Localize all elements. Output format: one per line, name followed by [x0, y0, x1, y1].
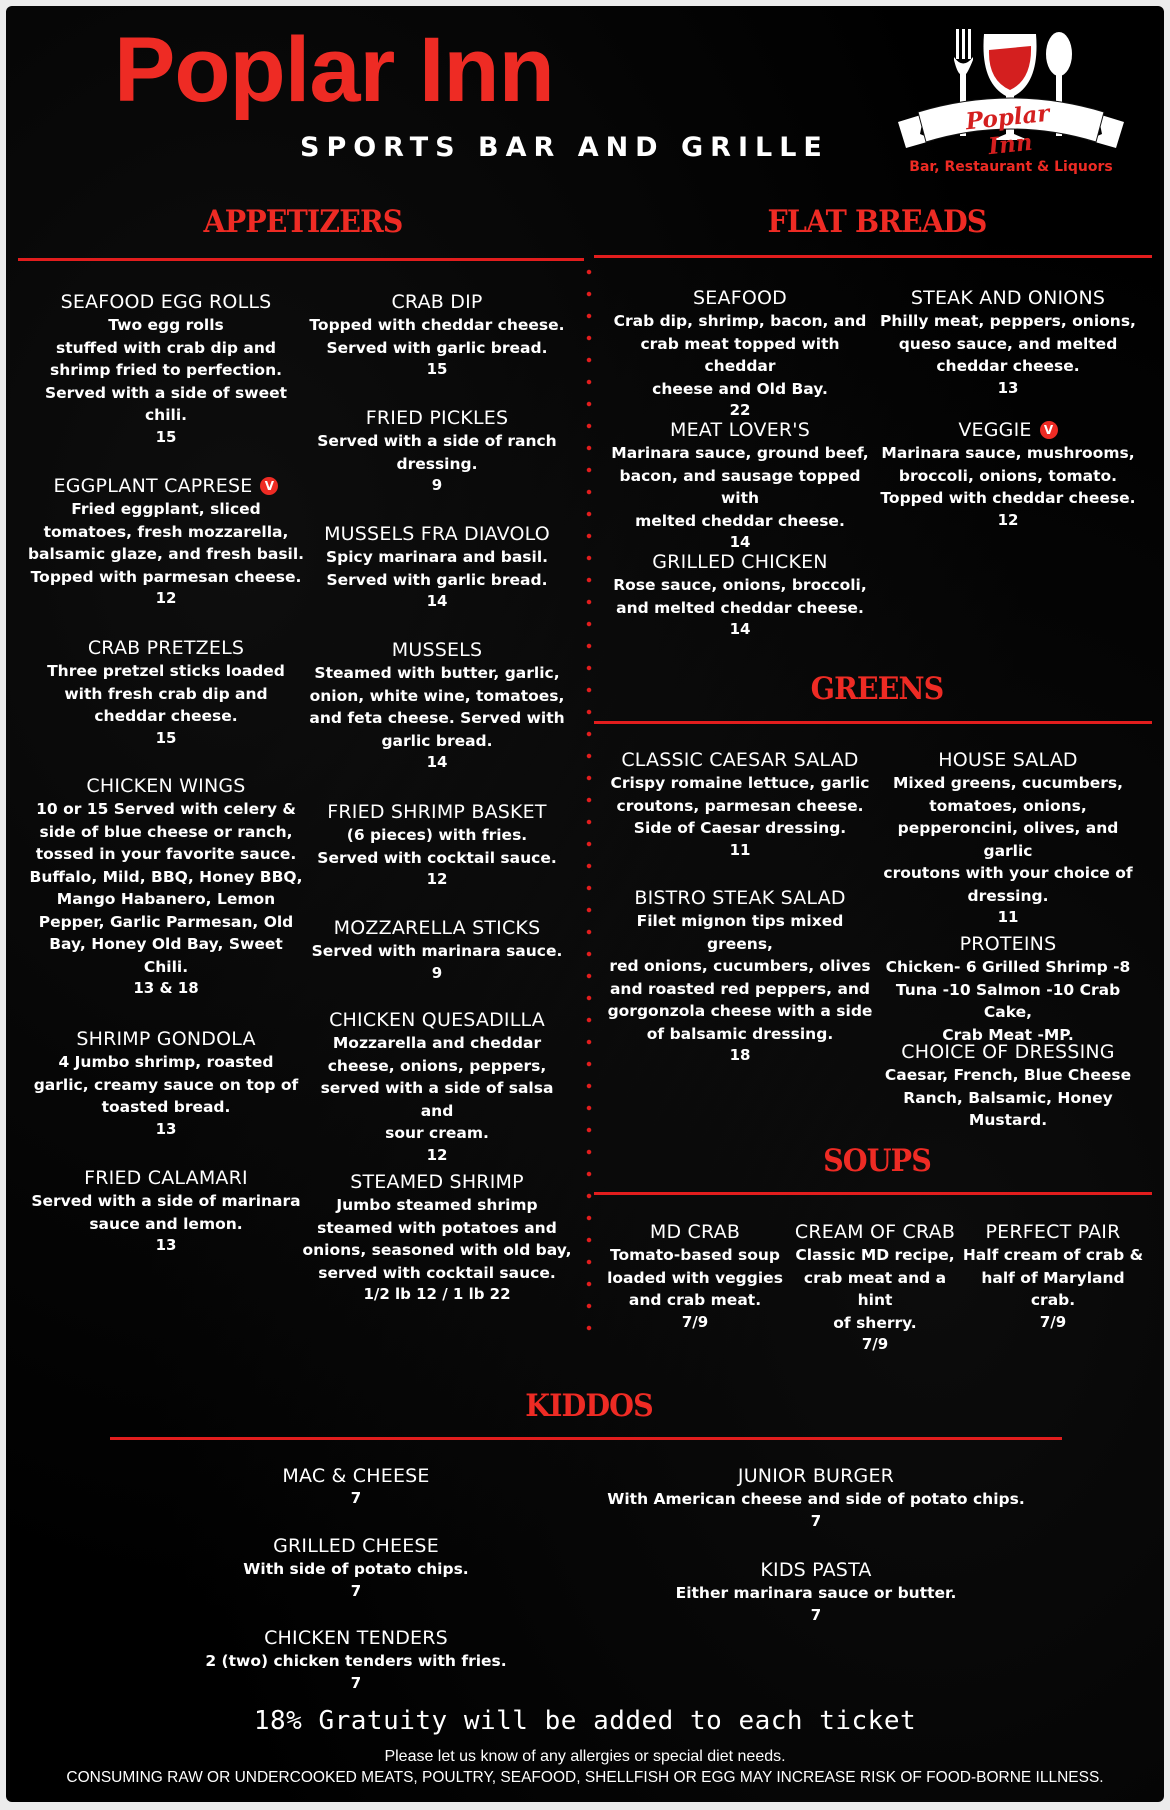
item-description-line: Caesar, French, Blue Cheese — [884, 1066, 1132, 1084]
item-price: 7/9 — [1039, 1312, 1067, 1331]
item-name-text: STEAK AND ONIONS — [910, 287, 1106, 309]
section-title-greens: GREENS — [810, 671, 944, 707]
menu-item-mussels-fra-diavolo — [302, 522, 572, 611]
soup-md-crab — [604, 1220, 786, 1332]
item-description-line: of balsamic dressing. — [646, 1024, 834, 1043]
item-description-line: Bay, Honey Old Bay, Sweet — [49, 935, 283, 953]
item-name-text: MD CRAB — [649, 1221, 741, 1243]
section-rule-flatbreads — [594, 255, 1152, 258]
item-description-line: cheddar cheese. — [94, 707, 238, 725]
item-description-line: sauce and lemon. — [89, 1214, 243, 1233]
menu-item-fried-pickles — [302, 406, 572, 495]
item-name — [606, 418, 874, 442]
item-description-line: 10 or 15 Served with celery & — [36, 800, 296, 818]
section-title-kiddos: KIDDOS — [525, 1388, 653, 1424]
item-price: 18 — [729, 1046, 751, 1064]
item-price: 1/2 lb 12 / 1 lb 22 — [363, 1285, 511, 1303]
menu-item-steamed-shrimp — [302, 1170, 572, 1304]
item-description-line: broccoli, onions, tomato. — [898, 466, 1118, 485]
item-description-line: Either marinara sauce or butter. — [675, 1584, 957, 1602]
item-name — [784, 1220, 966, 1244]
item-price: 7/9 — [681, 1312, 709, 1331]
soup-cream-of-crab — [784, 1220, 966, 1354]
restaurant-logo — [896, 24, 1126, 184]
item-price: 11 — [729, 840, 751, 859]
item-description-line: queso sauce, and melted — [898, 334, 1118, 353]
item-description-line: loaded with veggies — [607, 1268, 783, 1287]
item-price: 11 — [997, 908, 1019, 926]
item-description-line: balsamic glaze, and fresh basil. — [27, 545, 305, 563]
item-description-line: red onions, cucumbers, olives — [609, 957, 871, 975]
item-description-line: tomatoes, fresh mozzarella, — [43, 522, 289, 541]
item-description-line: sour cream. — [385, 1124, 489, 1142]
item-name-text: CREAM OF CRAB — [794, 1221, 956, 1243]
item-name — [302, 800, 572, 824]
item-description-line: Served with garlic bread. — [326, 338, 548, 357]
item-name — [26, 474, 306, 498]
item-name — [604, 748, 876, 772]
item-name — [26, 290, 306, 314]
item-name-text: SEAFOOD — [693, 287, 787, 309]
item-description-line: garlic, creamy sauce on top of — [33, 1075, 299, 1094]
item-name-text: FRIED PICKLES — [365, 407, 509, 429]
item-price: 7/9 — [861, 1335, 889, 1353]
menu-item-crab-pretzels — [26, 636, 306, 748]
item-description-line: Two egg rolls — [108, 316, 224, 334]
item-name — [872, 932, 1144, 956]
item-description-line: Marinara sauce, ground beef, — [611, 444, 869, 462]
item-description-line: of sherry. — [833, 1313, 917, 1332]
flatbread-veggie — [874, 418, 1142, 530]
item-price: 7 — [810, 1511, 822, 1530]
item-description-line: Half cream of crab & — [962, 1246, 1144, 1264]
item-description-line: melted cheddar cheese. — [635, 511, 845, 530]
item-name-text: SHRIMP GONDOLA — [76, 1028, 256, 1050]
item-description-line: crab. — [1030, 1291, 1076, 1309]
item-description-line: tossed in your favorite sauce. — [35, 845, 297, 863]
item-name — [302, 1170, 572, 1194]
item-price: 14 — [729, 620, 751, 638]
item-name-text: GRILLED CHICKEN — [652, 551, 828, 573]
item-name-text: CHICKEN TENDERS — [264, 1627, 448, 1649]
kids-chicken-tenders — [186, 1626, 526, 1693]
item-description-line: Spicy marinara and basil. — [325, 548, 549, 566]
item-description-line: dressing. — [396, 454, 478, 473]
menu-item-fried-shrimp-basket — [302, 800, 572, 889]
salad-bistro-steak — [604, 886, 876, 1065]
item-name-text: SEAFOOD EGG ROLLS — [60, 291, 272, 313]
item-description-line: (6 pieces) with fries. — [346, 826, 528, 844]
menu-item-fried-calamari — [26, 1166, 306, 1255]
salad-house — [872, 748, 1144, 927]
item-description-line: onion, white wine, tomatoes, — [309, 686, 565, 705]
item-description-line: cheddar cheese. — [936, 357, 1080, 375]
item-price: 13 — [997, 378, 1019, 397]
item-description-line: Mustard. — [968, 1111, 1048, 1129]
flatbread-seafood — [606, 286, 874, 420]
item-description-line: Crispy romaine lettuce, garlic — [610, 774, 870, 792]
item-description-line: gorgonzola cheese with a side — [607, 1002, 873, 1020]
item-description-line: steamed with potatoes and — [317, 1218, 557, 1237]
kids-pasta — [566, 1558, 1066, 1625]
item-name — [186, 1464, 526, 1488]
item-name-text: MAC & CHEESE — [282, 1465, 430, 1487]
item-name-text: MUSSELS — [391, 639, 483, 661]
item-name-text: KIDS PASTA — [760, 1559, 872, 1581]
menu-item-chicken-wings — [26, 774, 306, 998]
item-name — [186, 1626, 526, 1650]
item-price: 12 — [155, 589, 177, 607]
item-name-text: CLASSIC CAESAR SALAD — [621, 749, 859, 771]
menu-page — [6, 6, 1164, 1802]
item-name — [874, 418, 1142, 442]
item-description-line: Side of Caesar dressing. — [633, 819, 847, 837]
item-description-line: crab meat and a hint — [803, 1268, 947, 1309]
item-price: 15 — [155, 728, 177, 747]
item-description-line: Filet mignon tips mixed greens, — [636, 912, 844, 953]
item-description-line: Served with a side of sweet — [44, 383, 288, 402]
item-description-line: garlic bread. — [381, 731, 493, 750]
item-name-text: PERFECT PAIR — [985, 1221, 1121, 1243]
item-price: 14 — [426, 592, 448, 610]
logo-caption: Bar, Restaurant & Liquors — [909, 159, 1113, 175]
allergy-notice: Please let us know of any allergies or special diet needs. — [384, 1748, 786, 1765]
item-description-line: Fried eggplant, sliced — [71, 500, 261, 518]
menu-item-shrimp-gondola — [26, 1027, 306, 1139]
item-name-text: FRIED CALAMARI — [84, 1167, 248, 1189]
item-description-line: 2 (two) chicken tenders with fries. — [205, 1652, 507, 1670]
item-description-line: Tomato-based soup — [609, 1246, 781, 1264]
item-price: 12 — [426, 1145, 448, 1164]
item-price: 7 — [350, 1673, 362, 1692]
item-description-line: Served with cocktail sauce. — [317, 848, 557, 867]
item-name — [872, 748, 1144, 772]
item-description-line: Classic MD recipe, — [795, 1246, 955, 1264]
soup-perfect-pair — [958, 1220, 1148, 1332]
menu-item-mussels — [302, 638, 572, 772]
item-description-line: Ranch, Balsamic, Honey — [903, 1088, 1113, 1107]
item-price: 7 — [810, 1605, 822, 1624]
gratuity-notice: 18% Gratuity will be added to each ticket — [253, 1706, 917, 1736]
item-description-line: Marinara sauce, mushrooms, — [881, 444, 1135, 462]
restaurant-tagline: SPORTS BAR AND GRILLE — [300, 132, 829, 163]
item-name — [302, 290, 572, 314]
item-description-line: Served with garlic bread. — [326, 570, 548, 589]
section-rule-greens — [594, 721, 1152, 724]
item-name — [302, 1008, 572, 1032]
item-description-line: cheese and Old Bay. — [652, 379, 828, 398]
menu-item-mozzarella-sticks — [302, 916, 572, 983]
item-description-line: stuffed with crab dip and — [56, 338, 276, 357]
item-name-text: CHICKEN QUESADILLA — [329, 1009, 545, 1031]
item-description-line: Chicken- 6 Grilled Shrimp -8 — [885, 958, 1131, 976]
item-name-text: PROTEINS — [959, 933, 1057, 955]
item-description-line: Crab dip, shrimp, bacon, and — [613, 312, 867, 330]
item-description-line: Served with a side of marinara — [31, 1192, 301, 1210]
item-name — [874, 286, 1142, 310]
item-name — [606, 286, 874, 310]
item-price: 12 — [426, 870, 448, 888]
item-description-line: Served with marinara sauce. — [311, 942, 563, 960]
item-description-line: Rose sauce, onions, broccoli, — [613, 576, 867, 594]
item-description-line: and roasted red peppers, and — [609, 979, 871, 998]
item-name — [566, 1464, 1066, 1488]
item-name-text: MOZZARELLA STICKS — [333, 917, 541, 939]
item-description-line: dressing. — [967, 886, 1049, 905]
item-description-line: croutons with your choice of — [883, 864, 1133, 882]
item-name-text: FRIED SHRIMP BASKET — [327, 801, 547, 823]
vegetarian-badge-icon: V — [1040, 421, 1058, 439]
item-name — [872, 1040, 1144, 1064]
item-name-text: CHICKEN WINGS — [86, 775, 246, 797]
item-description-line: and feta cheese. Served with — [309, 709, 565, 727]
section-rule-appetizers — [18, 258, 584, 261]
item-name — [302, 406, 572, 430]
item-description-line: Topped with cheddar cheese. — [880, 489, 1136, 507]
salad-choice-of-dressing — [872, 1040, 1144, 1132]
item-name — [26, 1027, 306, 1051]
item-price: 13 — [155, 1119, 177, 1138]
item-name-text: EGGPLANT CAPRESE — [53, 475, 253, 497]
flatbread-meat-lovers — [606, 418, 874, 552]
item-name-text: CHOICE OF DRESSING — [901, 1041, 1115, 1063]
restaurant-name: Poplar Inn — [114, 19, 554, 121]
item-description-line: Mozzarella and cheddar — [332, 1034, 542, 1052]
salad-proteins — [872, 932, 1144, 1046]
item-name — [606, 550, 874, 574]
item-name — [186, 1534, 526, 1558]
salad-classic-caesar — [604, 748, 876, 860]
item-name-text: MUSSELS FRA DIAVOLO — [324, 523, 550, 545]
item-name-text: STEAMED SHRIMP — [350, 1171, 524, 1193]
item-description-line: Philly meat, peppers, onions, — [880, 312, 1136, 330]
menu-item-seafood-egg-rolls — [26, 290, 306, 447]
item-name-text: GRILLED CHEESE — [273, 1535, 439, 1557]
item-name — [604, 1220, 786, 1244]
item-description-line: Chili. — [143, 957, 189, 976]
item-description-line: With American cheese and side of potato chips. — [607, 1490, 1025, 1508]
item-price: 14 — [426, 753, 448, 771]
item-description-line: Served with a side of ranch — [317, 432, 557, 450]
item-name — [26, 774, 306, 798]
flatbread-steak-and-onions — [874, 286, 1142, 398]
item-name-text: JUNIOR BURGER — [737, 1465, 895, 1487]
item-description-line: Mango Habanero, Lemon — [56, 890, 276, 908]
item-price: 9 — [431, 476, 443, 494]
item-description-line: Crab Meat -MP. — [942, 1025, 1074, 1044]
item-price: 22 — [729, 401, 751, 419]
item-description-line: and crab meat. — [628, 1291, 762, 1309]
menu-item-chicken-quesadilla — [302, 1008, 572, 1165]
item-name — [302, 916, 572, 940]
item-description-line: Tuna -10 Salmon -10 Crab Cake, — [895, 980, 1121, 1021]
item-description-line: side of blue cheese or ranch, — [39, 822, 293, 841]
item-price: 13 & 18 — [133, 979, 199, 997]
item-description-line: toasted bread. — [101, 1098, 231, 1116]
item-description-line: Buffalo, Mild, BBQ, Honey BBQ, — [29, 867, 303, 886]
item-description-line: with fresh crab dip and — [64, 684, 268, 703]
section-title-appetizers: APPETIZERS — [203, 204, 403, 240]
vegetarian-badge-icon: V — [260, 477, 278, 495]
item-name-text: MEAT LOVER'S — [670, 419, 810, 441]
item-description-line: served with a side of salsa and — [320, 1079, 554, 1120]
item-name — [302, 522, 572, 546]
section-title-flatbreads: FLAT BREADS — [767, 204, 987, 240]
column-divider — [586, 261, 592, 1346]
item-description-line: 4 Jumbo shrimp, roasted — [58, 1053, 274, 1071]
kids-junior-burger — [566, 1464, 1066, 1531]
item-name-text: VEGGIE — [958, 419, 1032, 441]
food-safety-warning: CONSUMING RAW OR UNDERCOOKED MEATS, POULTRY, SEAFOOD, SHELLFISH OR EGG MAY INCREASE RISK OF FOOD-BORNE ILLNESS. — [66, 1769, 1104, 1786]
item-description-line: shrimp fried to perfection. — [49, 361, 282, 379]
item-price: 7 — [350, 1489, 362, 1507]
item-description-line: croutons, parmesan cheese. — [616, 796, 864, 815]
section-title-soups: SOUPS — [823, 1143, 931, 1179]
item-description-line: Steamed with butter, garlic, — [314, 664, 560, 682]
item-name — [26, 1166, 306, 1190]
logo-script-name: Poplar Inn — [964, 99, 1051, 161]
item-description-line: pepperoncini, olives, and garlic — [897, 819, 1119, 860]
item-price: 15 — [155, 427, 177, 446]
item-price: 14 — [729, 533, 751, 551]
item-price: 12 — [997, 510, 1019, 529]
item-price: 7 — [350, 1581, 362, 1600]
item-name-text: CRAB PRETZELS — [87, 637, 245, 659]
item-description-line: Pepper, Garlic Parmesan, Old — [38, 912, 294, 931]
item-description-line: and melted cheddar cheese. — [616, 598, 864, 617]
item-description-line: Jumbo steamed shrimp — [336, 1196, 538, 1214]
item-name-text: CRAB DIP — [391, 291, 483, 313]
kids-mac-and-cheese — [186, 1464, 526, 1508]
kids-grilled-cheese — [186, 1534, 526, 1601]
item-description-line: Three pretzel sticks loaded — [47, 662, 285, 680]
item-description-line: crab meat topped with cheddar — [640, 334, 840, 375]
item-description-line: cheese, onions, peppers, — [327, 1056, 547, 1075]
item-description-line: served with cocktail sauce. — [318, 1263, 556, 1282]
item-description-line: bacon, and sausage topped with — [619, 466, 861, 507]
item-price: 15 — [426, 360, 448, 378]
item-price: 9 — [431, 963, 443, 982]
item-name — [302, 638, 572, 662]
item-name-text: BISTRO STEAK SALAD — [634, 887, 846, 909]
item-description-line: tomatoes, onions, — [929, 796, 1087, 815]
item-name — [604, 886, 876, 910]
section-rule-soups — [594, 1192, 1152, 1195]
item-description-line: Topped with cheddar cheese. — [309, 316, 565, 334]
item-description-line: Topped with parmesan cheese. — [30, 567, 302, 586]
item-description-line: onions, seasoned with old bay, — [302, 1241, 572, 1259]
menu-item-crab-dip — [302, 290, 572, 379]
item-name — [958, 1220, 1148, 1244]
menu-item-eggplant-caprese — [26, 474, 306, 608]
item-description-line: chili. — [144, 406, 188, 424]
item-name — [26, 636, 306, 660]
item-description-line: Mixed greens, cucumbers, — [892, 774, 1123, 792]
item-price: 13 — [155, 1236, 177, 1254]
flatbread-grilled-chicken — [606, 550, 874, 639]
section-rule-kiddos — [110, 1437, 1062, 1440]
item-description-line: half of Maryland — [981, 1268, 1125, 1287]
item-name-text: HOUSE SALAD — [938, 749, 1078, 771]
item-name — [566, 1558, 1066, 1582]
item-description-line: With side of potato chips. — [243, 1560, 469, 1578]
